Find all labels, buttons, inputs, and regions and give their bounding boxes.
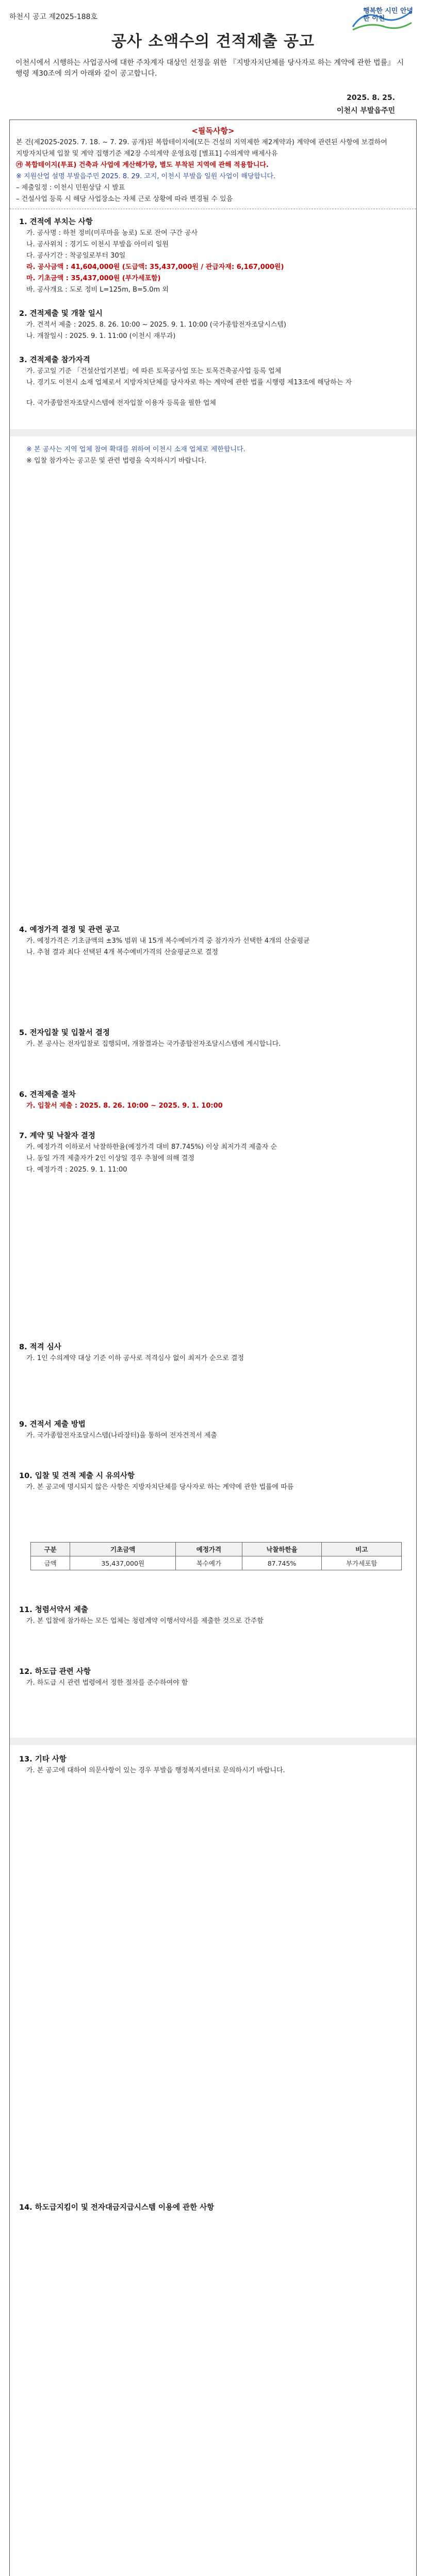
section-text: 마. 기초금액 : 35,437,000원 (부가세포함) bbox=[26, 275, 161, 282]
callout-line: ※ 본 공사는 지역 업체 참여 확대를 위하여 이천시 소재 업체로 제한합니다. bbox=[26, 446, 245, 453]
notice-body bbox=[9, 120, 417, 2576]
section-heading: 3. 견적제출 참가자격 bbox=[19, 356, 90, 364]
table-header: 기초금액 bbox=[70, 1543, 176, 1556]
table-cell: 87.745% bbox=[242, 1556, 322, 1570]
table-header: 구분 bbox=[31, 1543, 70, 1556]
section-heading: 6. 견적제출 절차 bbox=[19, 1091, 76, 1099]
section-text: 가. 본 공사는 전자입찰로 집행되며, 개찰결과는 국가종합전자조달시스템에 게시합니다. bbox=[26, 1040, 281, 1048]
table-cell: 복수예가 bbox=[176, 1556, 242, 1570]
notice-line: – 건설사업 등록 시 해당 사업장소는 자체 근로 상황에 따라 변경될 수 있음 bbox=[16, 195, 233, 203]
section-text: 가. 예정가격 이하로서 낙찰하한율(예정가격 대비 87.745%) 이상 최저가격 제출자 순 bbox=[26, 1143, 277, 1151]
section-text: 가. 본 공고에 대하여 의문사항이 있는 경우 부발읍 행정복지센터로 문의하시기 바랍니다. bbox=[26, 1767, 285, 1774]
section-heading: 1. 견적에 부치는 사항 bbox=[19, 218, 93, 226]
section-heading: 7. 계약 및 낙찰자 결정 bbox=[19, 1132, 95, 1140]
section-text: 다. 예정가격 : 2025. 9. 1. 11:00 bbox=[26, 1166, 127, 1174]
section-heading: 10. 입찰 및 견적 제출 시 유의사항 bbox=[19, 1472, 135, 1480]
section-text: 가. 1인 수의계약 대상 기준 이하 공사로 적격심사 없이 최저가 순으로 결정 bbox=[26, 1354, 244, 1362]
section-heading: 11. 청렴서약서 제출 bbox=[19, 1606, 88, 1614]
table-header: 낙찰하한율 bbox=[242, 1543, 322, 1556]
city-logo-text: 행복한 시민 안녕한 이천 bbox=[363, 7, 413, 23]
section-heading: 14. 하도급지킴이 및 전자대금지급시스템 이용에 관한 사항 bbox=[19, 2204, 215, 2212]
section-text: 가. 국가종합전자조달시스템(나라장터)을 통하여 전자견적서 제출 bbox=[26, 1432, 217, 1439]
section-heading: 13. 기타 사항 bbox=[19, 1755, 67, 1764]
price-table bbox=[30, 1542, 402, 1570]
section-heading: 8. 적격 심사 bbox=[19, 1343, 61, 1351]
section-text: 가. 본 공고에 명시되지 않은 사항은 지방자치단체를 당사자로 하는 계약에 관한 법률에 따름 bbox=[26, 1483, 294, 1491]
section-text: 가. 입찰서 제출 : 2025. 8. 26. 10:00 ~ 2025. 9. 1. 10:00 bbox=[26, 1102, 223, 1110]
table-cell: 35,437,000원 bbox=[70, 1556, 176, 1570]
table-cell: 금액 bbox=[31, 1556, 70, 1570]
intro-text: 이천시에서 시행하는 사업공사에 대한 주차계자 대상인 선정을 위한 『지방자치단체를 당사자로 하는 계약에 관한 법률』 시행령 제30조에 의거 아래와 같이 공고합니다. bbox=[15, 59, 404, 78]
notice-line: 본 건(제2025-2025. 7. 18. ~ 7. 29. 공개)된 복합테이지에(모든 건설의 지역제한 제2계약과) 계약에 관련된 사항에 보결하여 bbox=[16, 139, 387, 146]
section-text: 가. 공고일 기준 「건설산업기본법」에 따른 토목공사업 또는 토목건축공사업 등록 업체 bbox=[26, 367, 282, 375]
issuer: 이천시 부발읍주민 bbox=[336, 107, 395, 115]
callout-line: ※ 입찰 참가자는 공고문 및 관련 법령을 숙지하시기 바랍니다. bbox=[26, 457, 207, 465]
notice-line: 지방자치단체 입찰 및 계약 집행기준 제2장 수의계약 운영요령 [별표1] 수의계약 배제사유 bbox=[16, 150, 278, 158]
table-cell: 부가세포함 bbox=[322, 1556, 402, 1570]
announcement-date: 2025. 8. 25. bbox=[347, 94, 395, 102]
band bbox=[10, 1738, 416, 1745]
section-heading: 4. 예정가격 결정 및 관련 공고 bbox=[19, 926, 120, 934]
notice-line: ㉮ 복합테이지(투표) 건축과 사업에 계산해가량, 별도 부착된 지역에 관해 적용합니다. bbox=[16, 161, 269, 169]
notice-heading: <필독사항> bbox=[191, 126, 235, 135]
table-header: 비고 bbox=[322, 1543, 402, 1556]
section-text: 다. 공사기간 : 착공일로부터 30일 bbox=[26, 252, 126, 260]
section-text: 나. 공사위치 : 경기도 이천시 부발읍 아미리 일원 bbox=[26, 241, 169, 248]
section-heading: 9. 견적서 제출 방법 bbox=[19, 1420, 86, 1429]
section-heading: 2. 견적제출 및 개찰 일시 bbox=[19, 310, 103, 318]
section-text: 나. 경기도 이천시 소재 업체로서 지방자치단체를 당사자로 하는 계약에 관한 법률 시행령 제13조에 해당하는 자 bbox=[26, 379, 352, 386]
section-text: 가. 하도급 시 관련 법령에서 정한 절차를 준수하여야 함 bbox=[26, 1679, 188, 1687]
table-header: 예정가격 bbox=[176, 1543, 242, 1556]
section-text: 나. 개찰일시 : 2025. 9. 1. 11:00 (이천시 재무과) bbox=[26, 332, 176, 340]
section-text: 나. 동일 가격 제출자가 2인 이상일 경우 추첨에 의해 결정 bbox=[26, 1155, 194, 1162]
band bbox=[10, 429, 416, 436]
section-text: 나. 추첨 결과 최다 선택된 4개 복수예비가격의 산술평균으로 결정 bbox=[26, 948, 218, 956]
section-text: 라. 공사금액 : 41,604,000원 (도급액: 35,437,000원 / 관급자재: 6,167,000원) bbox=[26, 263, 284, 271]
notice-number: 하천시 공고 제2025-188호 bbox=[9, 13, 97, 21]
section-text: 가. 견적서 제출 : 2025. 8. 26. 10:00 ~ 2025. 9. 1. 10:00 (국가종합전자조달시스템) bbox=[26, 321, 286, 329]
section-text: 가. 공사명 : 하천 정비(미루마을 농로) 도로 잔여 구간 공사 bbox=[26, 229, 198, 237]
page-title: 공사 소액수의 견적제출 공고 bbox=[111, 32, 315, 50]
section-text: 다. 국가종합전자조달시스템에 전자입찰 이용자 등록을 필한 업체 bbox=[26, 399, 216, 407]
section-text: 가. 예정가격은 기초금액의 ±3% 범위 내 15개 복수예비가격 중 참가자가 선택한 4개의 산술평균 bbox=[26, 937, 310, 945]
notice-line: ※ 지원산업 설명 부발읍주민 2025. 8. 29. 고지, 이천시 부발읍 일원 사업이 해당합니다. bbox=[16, 173, 276, 180]
section-text: 가. 본 입찰에 참가하는 모든 업체는 청렴계약 이행서약서를 제출한 것으로 간주함 bbox=[26, 1617, 264, 1625]
section-heading: 12. 하도급 관련 사항 bbox=[19, 1668, 91, 1676]
notice-line: – 제출일정 : 이천시 민원상담 시 발표 bbox=[16, 184, 125, 192]
section-heading: 5. 전자입찰 및 입찰서 결정 bbox=[19, 1029, 110, 1037]
section-text: 바. 공사개요 : 도로 정비 L=125m, B=5.0m 외 bbox=[26, 286, 169, 294]
